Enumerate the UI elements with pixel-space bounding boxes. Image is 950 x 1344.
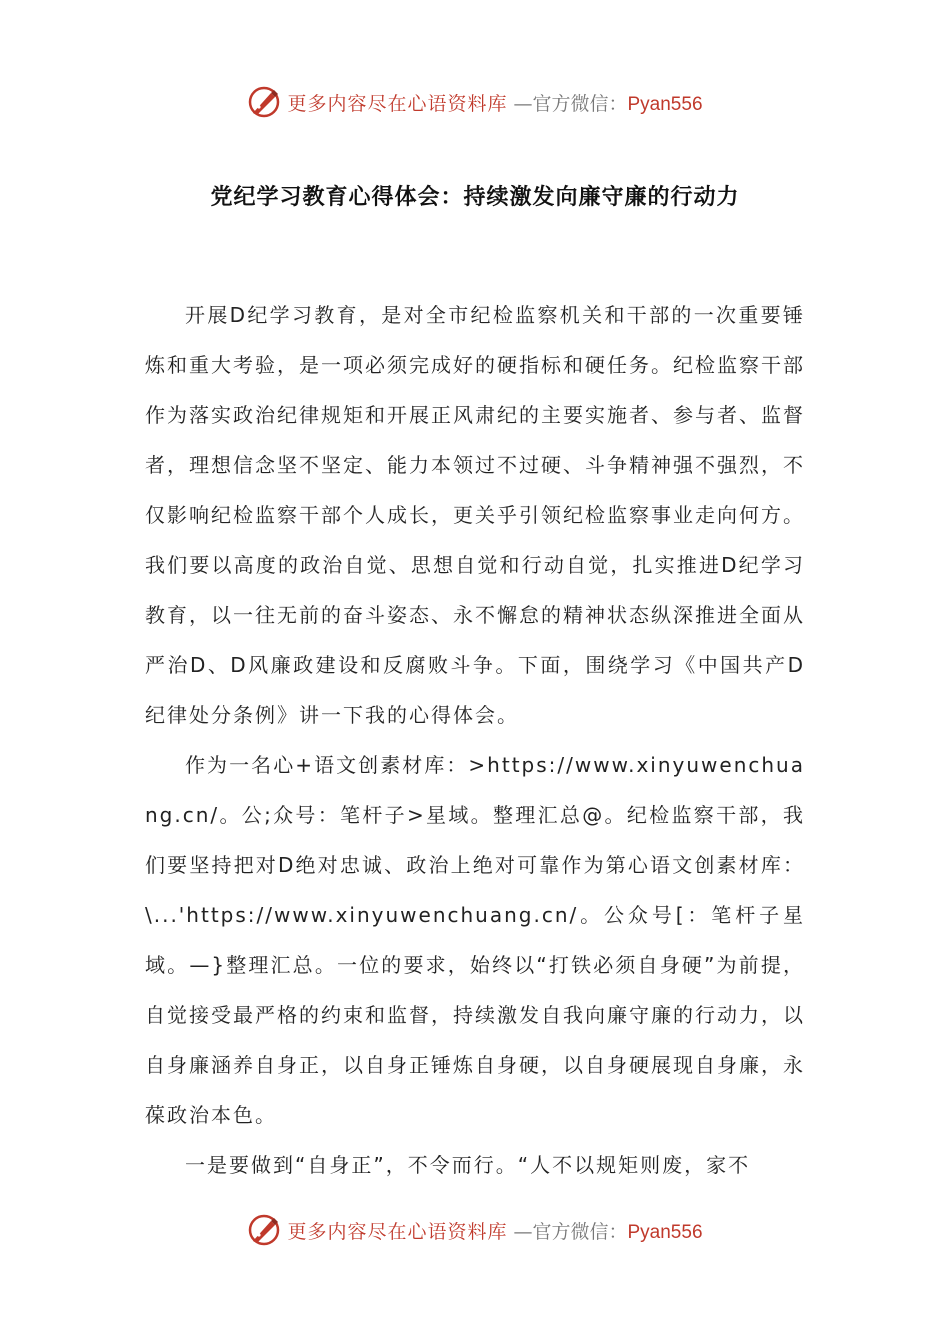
banner-text: 更多内容尽在心语资料库 <box>287 1220 508 1243</box>
banner-contact-id: Pyan556 <box>627 93 703 115</box>
banner-contact-id: Pyan556 <box>627 1221 703 1243</box>
banner-contact <box>513 89 702 116</box>
document-body <box>145 290 805 1190</box>
banner-separator: — <box>513 92 533 115</box>
paragraph: 作为一名心+语文创素材库：>https://www.xinyuwenchuang.cn/。公;众号：笔杆子>星域。整理汇总@。纪检监察干部，我们要坚持把对D绝对忠诚、政治上绝对可靠作为第心语文创素材库：\...'https://www.xinyuwenchuang.cn/。公众号[：笔杆子星域。—}整理汇总。一位的要求，始终以“打铁必须自身硬”为前提，自觉接受最严格的约束和监督，持续激发自我向廉守廉的行动力，以自身廉涵养自身正，以自身正锤炼自身硬，以自身硬展现自身廉，永葆政治本色。 <box>145 753 805 1127</box>
paragraph: 一是要做到“自身正”，不令而行。“人不以规矩则废，家不 <box>185 1153 751 1177</box>
document-title: 党纪学习教育心得体会：持续激发向廉守廉的行动力 <box>210 185 740 210</box>
pen-logo-icon <box>247 85 281 119</box>
banner-contact <box>513 1217 702 1244</box>
header-banner <box>0 82 950 122</box>
paragraph: 开展D纪学习教育，是对全市纪检监察机关和干部的一次重要锤炼和重大考验，是一项必须完成好的硬指标和硬任务。纪检监察干部作为落实政治纪律规矩和开展正风肃纪的主要实施者、参与者、监督者，理想信念坚不坚定、能力本领过不过硬、斗争精神强不强烈，不仅影响纪检监察干部个人成长，更关乎引领纪检监察事业走向何方。我们要以高度的政治自觉、思想自觉和行动自觉，扎实推进D纪学习教育，以一往无前的奋斗姿态、永不懈怠的精神状态纵深推进全面从严治D、D风廉政建设和反腐败斗争。下面，围绕学习《中国共产D纪律处分条例》讲一下我的心得体会。 <box>145 303 805 727</box>
banner-contact-label: 官方微信： <box>532 92 628 115</box>
banner-separator: — <box>513 1220 533 1243</box>
pen-logo-icon <box>247 1213 281 1247</box>
banner-contact-label: 官方微信： <box>532 1220 628 1243</box>
footer-banner <box>0 1210 950 1250</box>
banner-text: 更多内容尽在心语资料库 <box>287 92 508 115</box>
